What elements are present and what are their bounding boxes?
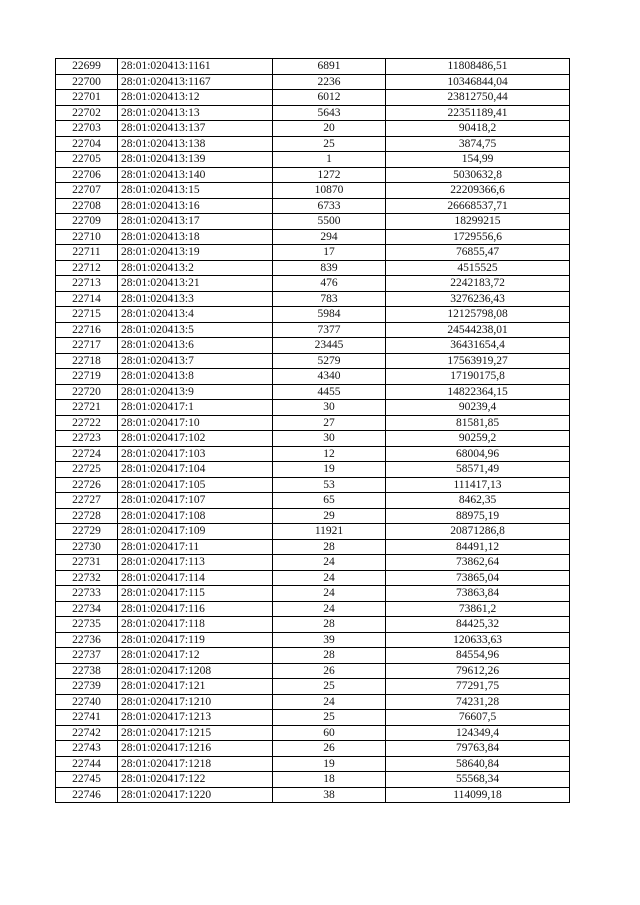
cadastral-value-cell: 3874,75 bbox=[386, 136, 570, 152]
row-number-cell: 22717 bbox=[56, 338, 118, 354]
table-row bbox=[56, 415, 570, 431]
cadastral-number-cell: 28:01:020413:6 bbox=[118, 338, 273, 354]
row-number-cell: 22734 bbox=[56, 601, 118, 617]
row-number-cell: 22706 bbox=[56, 167, 118, 183]
table-body bbox=[56, 59, 570, 803]
cadastral-value-cell: 23812750,44 bbox=[386, 90, 570, 106]
cadastral-value-cell: 73861,2 bbox=[386, 601, 570, 617]
table-row bbox=[56, 74, 570, 90]
table-row bbox=[56, 508, 570, 524]
row-number-cell: 22744 bbox=[56, 756, 118, 772]
area-cell: 24 bbox=[273, 555, 386, 571]
area-cell: 20 bbox=[273, 121, 386, 137]
area-cell: 294 bbox=[273, 229, 386, 245]
cadastral-value-cell: 81581,85 bbox=[386, 415, 570, 431]
cadastral-number-cell: 28:01:020417:115 bbox=[118, 586, 273, 602]
table-row bbox=[56, 725, 570, 741]
row-number-cell: 22702 bbox=[56, 105, 118, 121]
area-cell: 7377 bbox=[273, 322, 386, 338]
table-row bbox=[56, 245, 570, 261]
cadastral-number-cell: 28:01:020413:3 bbox=[118, 291, 273, 307]
row-number-cell: 22737 bbox=[56, 648, 118, 664]
area-cell: 476 bbox=[273, 276, 386, 292]
area-cell: 25 bbox=[273, 679, 386, 695]
cadastral-number-cell: 28:01:020417:113 bbox=[118, 555, 273, 571]
area-cell: 5279 bbox=[273, 353, 386, 369]
cadastral-value-cell: 5030632,8 bbox=[386, 167, 570, 183]
cadastral-value-cell: 4515525 bbox=[386, 260, 570, 276]
table-row bbox=[56, 679, 570, 695]
table-row bbox=[56, 214, 570, 230]
area-cell: 5984 bbox=[273, 307, 386, 323]
row-number-cell: 22733 bbox=[56, 586, 118, 602]
cadastral-value-cell: 84425,32 bbox=[386, 617, 570, 633]
table-row bbox=[56, 229, 570, 245]
row-number-cell: 22739 bbox=[56, 679, 118, 695]
cadastral-value-cell: 120633,63 bbox=[386, 632, 570, 648]
cadastral-number-cell: 28:01:020413:139 bbox=[118, 152, 273, 168]
area-cell: 2236 bbox=[273, 74, 386, 90]
table-row bbox=[56, 539, 570, 555]
cadastral-value-cell: 1729556,6 bbox=[386, 229, 570, 245]
row-number-cell: 22726 bbox=[56, 477, 118, 493]
table-row bbox=[56, 710, 570, 726]
area-cell: 6012 bbox=[273, 90, 386, 106]
cadastral-value-cell: 90259,2 bbox=[386, 431, 570, 447]
area-cell: 23445 bbox=[273, 338, 386, 354]
cadastral-number-cell: 28:01:020413:17 bbox=[118, 214, 273, 230]
row-number-cell: 22711 bbox=[56, 245, 118, 261]
cadastral-number-cell: 28:01:020413:1161 bbox=[118, 59, 273, 75]
cadastral-number-cell: 28:01:020413:21 bbox=[118, 276, 273, 292]
cadastral-value-table bbox=[55, 58, 570, 803]
cadastral-number-cell: 28:01:020417:10 bbox=[118, 415, 273, 431]
table-row bbox=[56, 477, 570, 493]
table-row bbox=[56, 307, 570, 323]
table-row bbox=[56, 198, 570, 214]
row-number-cell: 22725 bbox=[56, 462, 118, 478]
table-row bbox=[56, 121, 570, 137]
row-number-cell: 22723 bbox=[56, 431, 118, 447]
cadastral-value-cell: 73863,84 bbox=[386, 586, 570, 602]
cadastral-number-cell: 28:01:020417:107 bbox=[118, 493, 273, 509]
table-row bbox=[56, 570, 570, 586]
table-row bbox=[56, 291, 570, 307]
cadastral-number-cell: 28:01:020413:12 bbox=[118, 90, 273, 106]
table-row bbox=[56, 555, 570, 571]
area-cell: 4340 bbox=[273, 369, 386, 385]
row-number-cell: 22705 bbox=[56, 152, 118, 168]
table-row bbox=[56, 260, 570, 276]
row-number-cell: 22740 bbox=[56, 694, 118, 710]
row-number-cell: 22722 bbox=[56, 415, 118, 431]
table-row bbox=[56, 741, 570, 757]
table-row bbox=[56, 322, 570, 338]
area-cell: 6733 bbox=[273, 198, 386, 214]
table-row bbox=[56, 90, 570, 106]
cadastral-number-cell: 28:01:020413:18 bbox=[118, 229, 273, 245]
cadastral-value-cell: 74231,28 bbox=[386, 694, 570, 710]
cadastral-number-cell: 28:01:020417:105 bbox=[118, 477, 273, 493]
cadastral-value-cell: 76607,5 bbox=[386, 710, 570, 726]
area-cell: 30 bbox=[273, 431, 386, 447]
cadastral-number-cell: 28:01:020417:118 bbox=[118, 617, 273, 633]
row-number-cell: 22718 bbox=[56, 353, 118, 369]
row-number-cell: 22728 bbox=[56, 508, 118, 524]
table-row bbox=[56, 462, 570, 478]
cadastral-number-cell: 28:01:020417:1210 bbox=[118, 694, 273, 710]
cadastral-number-cell: 28:01:020413:8 bbox=[118, 369, 273, 385]
cadastral-value-cell: 17190175,8 bbox=[386, 369, 570, 385]
cadastral-value-cell: 12125798,08 bbox=[386, 307, 570, 323]
area-cell: 28 bbox=[273, 539, 386, 555]
cadastral-value-cell: 22351189,41 bbox=[386, 105, 570, 121]
row-number-cell: 22699 bbox=[56, 59, 118, 75]
cadastral-number-cell: 28:01:020417:102 bbox=[118, 431, 273, 447]
row-number-cell: 22736 bbox=[56, 632, 118, 648]
table-row bbox=[56, 105, 570, 121]
area-cell: 24 bbox=[273, 586, 386, 602]
table-row bbox=[56, 59, 570, 75]
cadastral-value-cell: 79612,26 bbox=[386, 663, 570, 679]
cadastral-number-cell: 28:01:020417:122 bbox=[118, 772, 273, 788]
row-number-cell: 22704 bbox=[56, 136, 118, 152]
cadastral-number-cell: 28:01:020413:1167 bbox=[118, 74, 273, 90]
cadastral-value-cell: 90239,4 bbox=[386, 400, 570, 416]
cadastral-number-cell: 28:01:020417:12 bbox=[118, 648, 273, 664]
cadastral-number-cell: 28:01:020413:4 bbox=[118, 307, 273, 323]
cadastral-value-cell: 18299215 bbox=[386, 214, 570, 230]
table-row bbox=[56, 493, 570, 509]
table-row bbox=[56, 446, 570, 462]
area-cell: 25 bbox=[273, 136, 386, 152]
row-number-cell: 22735 bbox=[56, 617, 118, 633]
cadastral-value-cell: 55568,34 bbox=[386, 772, 570, 788]
cadastral-value-cell: 73865,04 bbox=[386, 570, 570, 586]
row-number-cell: 22746 bbox=[56, 787, 118, 803]
area-cell: 39 bbox=[273, 632, 386, 648]
area-cell: 6891 bbox=[273, 59, 386, 75]
cadastral-value-cell: 10346844,04 bbox=[386, 74, 570, 90]
cadastral-number-cell: 28:01:020413:9 bbox=[118, 384, 273, 400]
area-cell: 24 bbox=[273, 570, 386, 586]
cadastral-number-cell: 28:01:020417:1216 bbox=[118, 741, 273, 757]
cadastral-value-cell: 73862,64 bbox=[386, 555, 570, 571]
cadastral-value-cell: 84491,12 bbox=[386, 539, 570, 555]
cadastral-number-cell: 28:01:020417:108 bbox=[118, 508, 273, 524]
table-row bbox=[56, 400, 570, 416]
cadastral-number-cell: 28:01:020417:121 bbox=[118, 679, 273, 695]
cadastral-number-cell: 28:01:020413:138 bbox=[118, 136, 273, 152]
cadastral-value-cell: 36431654,4 bbox=[386, 338, 570, 354]
row-number-cell: 22732 bbox=[56, 570, 118, 586]
area-cell: 24 bbox=[273, 694, 386, 710]
area-cell: 30 bbox=[273, 400, 386, 416]
cadastral-number-cell: 28:01:020417:1 bbox=[118, 400, 273, 416]
cadastral-value-cell: 90418,2 bbox=[386, 121, 570, 137]
cadastral-value-cell: 3276236,43 bbox=[386, 291, 570, 307]
row-number-cell: 22720 bbox=[56, 384, 118, 400]
cadastral-value-cell: 20871286,8 bbox=[386, 524, 570, 540]
area-cell: 25 bbox=[273, 710, 386, 726]
area-cell: 5500 bbox=[273, 214, 386, 230]
table-row bbox=[56, 787, 570, 803]
table-row bbox=[56, 524, 570, 540]
cadastral-number-cell: 28:01:020417:103 bbox=[118, 446, 273, 462]
row-number-cell: 22743 bbox=[56, 741, 118, 757]
cadastral-number-cell: 28:01:020417:116 bbox=[118, 601, 273, 617]
area-cell: 29 bbox=[273, 508, 386, 524]
row-number-cell: 22721 bbox=[56, 400, 118, 416]
cadastral-value-cell: 68004,96 bbox=[386, 446, 570, 462]
row-number-cell: 22703 bbox=[56, 121, 118, 137]
row-number-cell: 22710 bbox=[56, 229, 118, 245]
cadastral-number-cell: 28:01:020417:109 bbox=[118, 524, 273, 540]
table-row bbox=[56, 694, 570, 710]
area-cell: 10870 bbox=[273, 183, 386, 199]
area-cell: 1 bbox=[273, 152, 386, 168]
cadastral-value-cell: 111417,13 bbox=[386, 477, 570, 493]
cadastral-number-cell: 28:01:020417:1213 bbox=[118, 710, 273, 726]
area-cell: 24 bbox=[273, 601, 386, 617]
cadastral-number-cell: 28:01:020417:104 bbox=[118, 462, 273, 478]
table-row bbox=[56, 183, 570, 199]
cadastral-value-cell: 124349,4 bbox=[386, 725, 570, 741]
cadastral-number-cell: 28:01:020413:15 bbox=[118, 183, 273, 199]
cadastral-number-cell: 28:01:020413:5 bbox=[118, 322, 273, 338]
table-row bbox=[56, 167, 570, 183]
cadastral-value-cell: 11808486,51 bbox=[386, 59, 570, 75]
table-row bbox=[56, 136, 570, 152]
cadastral-number-cell: 28:01:020417:1215 bbox=[118, 725, 273, 741]
area-cell: 19 bbox=[273, 756, 386, 772]
cadastral-value-cell: 26668537,71 bbox=[386, 198, 570, 214]
cadastral-value-cell: 154,99 bbox=[386, 152, 570, 168]
row-number-cell: 22719 bbox=[56, 369, 118, 385]
area-cell: 65 bbox=[273, 493, 386, 509]
table-row bbox=[56, 353, 570, 369]
cadastral-number-cell: 28:01:020413:137 bbox=[118, 121, 273, 137]
area-cell: 783 bbox=[273, 291, 386, 307]
area-cell: 53 bbox=[273, 477, 386, 493]
table-row bbox=[56, 648, 570, 664]
cadastral-number-cell: 28:01:020413:140 bbox=[118, 167, 273, 183]
table-row bbox=[56, 276, 570, 292]
cadastral-number-cell: 28:01:020417:1218 bbox=[118, 756, 273, 772]
cadastral-number-cell: 28:01:020413:13 bbox=[118, 105, 273, 121]
table-row bbox=[56, 756, 570, 772]
cadastral-value-cell: 58571,49 bbox=[386, 462, 570, 478]
area-cell: 18 bbox=[273, 772, 386, 788]
cadastral-value-cell: 2242183,72 bbox=[386, 276, 570, 292]
cadastral-value-cell: 24544238,01 bbox=[386, 322, 570, 338]
table-row bbox=[56, 632, 570, 648]
area-cell: 38 bbox=[273, 787, 386, 803]
cadastral-number-cell: 28:01:020413:19 bbox=[118, 245, 273, 261]
row-number-cell: 22709 bbox=[56, 214, 118, 230]
cadastral-value-cell: 79763,84 bbox=[386, 741, 570, 757]
area-cell: 28 bbox=[273, 648, 386, 664]
table-row bbox=[56, 384, 570, 400]
area-cell: 27 bbox=[273, 415, 386, 431]
row-number-cell: 22708 bbox=[56, 198, 118, 214]
area-cell: 839 bbox=[273, 260, 386, 276]
row-number-cell: 22741 bbox=[56, 710, 118, 726]
area-cell: 60 bbox=[273, 725, 386, 741]
cadastral-value-cell: 88975,19 bbox=[386, 508, 570, 524]
table-row bbox=[56, 663, 570, 679]
cadastral-number-cell: 28:01:020417:119 bbox=[118, 632, 273, 648]
row-number-cell: 22701 bbox=[56, 90, 118, 106]
cadastral-value-cell: 84554,96 bbox=[386, 648, 570, 664]
cadastral-number-cell: 28:01:020413:7 bbox=[118, 353, 273, 369]
row-number-cell: 22745 bbox=[56, 772, 118, 788]
table-row bbox=[56, 152, 570, 168]
cadastral-value-cell: 8462,35 bbox=[386, 493, 570, 509]
cadastral-number-cell: 28:01:020417:1208 bbox=[118, 663, 273, 679]
row-number-cell: 22715 bbox=[56, 307, 118, 323]
cadastral-value-cell: 114099,18 bbox=[386, 787, 570, 803]
cadastral-number-cell: 28:01:020417:1220 bbox=[118, 787, 273, 803]
area-cell: 28 bbox=[273, 617, 386, 633]
area-cell: 11921 bbox=[273, 524, 386, 540]
row-number-cell: 22730 bbox=[56, 539, 118, 555]
area-cell: 12 bbox=[273, 446, 386, 462]
row-number-cell: 22713 bbox=[56, 276, 118, 292]
cadastral-value-cell: 17563919,27 bbox=[386, 353, 570, 369]
area-cell: 26 bbox=[273, 663, 386, 679]
table-row bbox=[56, 369, 570, 385]
table-row bbox=[56, 772, 570, 788]
cadastral-number-cell: 28:01:020413:16 bbox=[118, 198, 273, 214]
area-cell: 1272 bbox=[273, 167, 386, 183]
table-row bbox=[56, 586, 570, 602]
row-number-cell: 22727 bbox=[56, 493, 118, 509]
cadastral-number-cell: 28:01:020413:2 bbox=[118, 260, 273, 276]
row-number-cell: 22731 bbox=[56, 555, 118, 571]
cadastral-value-cell: 77291,75 bbox=[386, 679, 570, 695]
cadastral-value-cell: 22209366,6 bbox=[386, 183, 570, 199]
area-cell: 19 bbox=[273, 462, 386, 478]
row-number-cell: 22738 bbox=[56, 663, 118, 679]
area-cell: 5643 bbox=[273, 105, 386, 121]
row-number-cell: 22712 bbox=[56, 260, 118, 276]
cadastral-value-cell: 76855,47 bbox=[386, 245, 570, 261]
row-number-cell: 22742 bbox=[56, 725, 118, 741]
cadastral-value-cell: 58640,84 bbox=[386, 756, 570, 772]
row-number-cell: 22714 bbox=[56, 291, 118, 307]
cadastral-number-cell: 28:01:020417:114 bbox=[118, 570, 273, 586]
row-number-cell: 22729 bbox=[56, 524, 118, 540]
cadastral-value-cell: 14822364,15 bbox=[386, 384, 570, 400]
row-number-cell: 22724 bbox=[56, 446, 118, 462]
table-row bbox=[56, 601, 570, 617]
cadastral-number-cell: 28:01:020417:11 bbox=[118, 539, 273, 555]
area-cell: 4455 bbox=[273, 384, 386, 400]
table-row bbox=[56, 338, 570, 354]
row-number-cell: 22707 bbox=[56, 183, 118, 199]
table-row bbox=[56, 617, 570, 633]
row-number-cell: 22700 bbox=[56, 74, 118, 90]
row-number-cell: 22716 bbox=[56, 322, 118, 338]
area-cell: 17 bbox=[273, 245, 386, 261]
table-row bbox=[56, 431, 570, 447]
area-cell: 26 bbox=[273, 741, 386, 757]
